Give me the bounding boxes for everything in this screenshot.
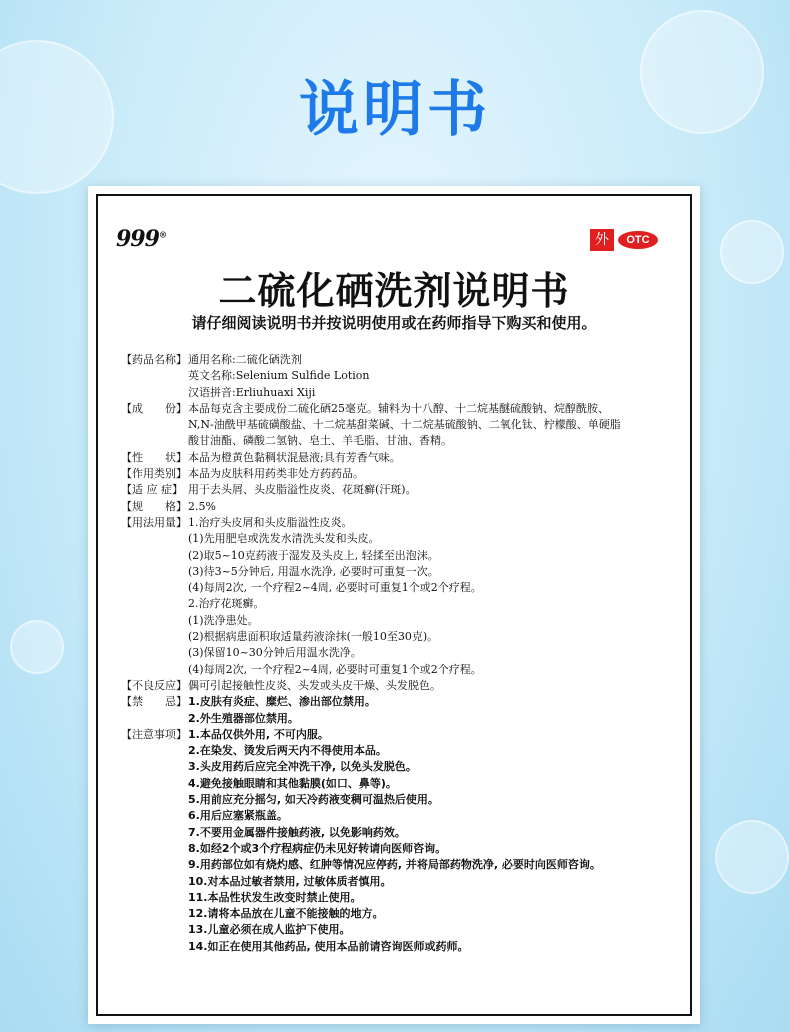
section-line: 14.如正在使用其他药品, 使用本品前请咨询医师或药师。 — [188, 939, 469, 953]
section-label: 【禁 忌】 — [121, 695, 187, 709]
section-label: 【用法用量】 — [121, 515, 187, 529]
section-line: (1)先用肥皂或洗发水清洗头发和头皮。 — [188, 532, 380, 546]
section-line: 2.在染发、烫发后两天内不得使用本品。 — [188, 744, 387, 758]
section-line: 汉语拼音:Erliuhuaxi Xiji — [188, 385, 316, 399]
section-content — [188, 482, 681, 498]
background-bubble — [720, 220, 784, 284]
background-bubble — [715, 820, 789, 894]
section-line: (3)待3~5分钟后, 用温水洗净, 必要时可重复一次。 — [188, 564, 439, 578]
section — [121, 401, 681, 450]
background-bubble — [10, 620, 64, 674]
section-line: (3)保留10~30分钟后用温水洗净。 — [188, 646, 362, 660]
section-content — [188, 678, 681, 694]
section — [121, 727, 681, 955]
section-content — [188, 450, 681, 466]
section-line: 1.皮肤有炎症、糜烂、渗出部位禁用。 — [188, 695, 376, 709]
section-line: (2)根据病患面积取适量药液涂抹(一般10至30克)。 — [188, 630, 439, 644]
section-line: 酸甘油酯、磷酸二氢钠、皂土、羊毛脂、甘油、香精。 — [188, 434, 452, 448]
section-content — [188, 352, 681, 401]
section-line: 4.避免接触眼睛和其他黏膜(如口、鼻等)。 — [188, 776, 397, 790]
section-line: 本品为皮肤科用药类非处方药药品。 — [188, 467, 364, 481]
section-line: (4)每周2次, 一个疗程2~4周, 必要时可重复1个或2个疗程。 — [188, 662, 482, 676]
section-label: 【规 格】 — [121, 499, 187, 513]
section-line: 8.如经2个或3个疗程病症仍未见好转请向医师咨询。 — [188, 841, 447, 855]
section — [121, 466, 681, 482]
section-label: 【性 状】 — [121, 450, 187, 464]
section-line: 2.外生殖器部位禁用。 — [188, 711, 299, 725]
instruction-sheet — [88, 186, 700, 1024]
section-line: 本品每克含主要成份二硫化硒25毫克。辅料为十八醇、十二烷基醚硫酸钠、烷醇酰胺、 — [188, 401, 609, 415]
section-label: 【不良反应】 — [121, 678, 187, 692]
section-content — [188, 466, 681, 482]
section-line: 2.治疗花斑癣。 — [188, 597, 265, 611]
brand-logo: 999® — [116, 226, 166, 252]
section — [121, 450, 681, 466]
section-label: 【成 份】 — [121, 401, 187, 415]
section-line: 9.用药部位如有烧灼感、红肿等情况应停药, 并将局部药物洗净, 必要时向医师咨询。 — [188, 858, 601, 872]
section-content — [188, 515, 681, 678]
document-subtitle: 请仔细阅读说明书并按说明使用或在药师指导下购买和使用。 — [191, 314, 597, 332]
section-line: 本品为橙黄色黏稠状混悬液;具有芳香气味。 — [188, 450, 401, 464]
section-line: 10.对本品过敏者禁用, 过敏体质者慎用。 — [188, 874, 392, 888]
section — [121, 482, 681, 498]
section-line: 通用名称:二硫化硒洗剂 — [188, 353, 302, 366]
section-line: 3.头皮用药后应完全冲洗干净, 以免头发脱色。 — [188, 760, 417, 774]
section — [121, 678, 681, 694]
section-line: 1.本品仅供外用, 不可内服。 — [188, 727, 329, 741]
document-title: 二硫化硒洗剂说明书 — [218, 268, 570, 313]
section-label: 【适 应 症】 — [121, 483, 183, 497]
section-content — [188, 401, 681, 450]
section-label: 【注意事项】 — [121, 727, 187, 741]
section-line: N,N-油酰甲基硫磺酸盐、十二烷基甜菜碱、十二烷基硫酸钠、二氧化钛、柠檬酸、单硬脂 — [188, 418, 621, 432]
otc-badge: OTC — [618, 231, 658, 249]
section-line: 7.不要用金属器件接触药液, 以免影响药效。 — [188, 825, 406, 839]
section-content — [188, 727, 681, 955]
section-line: (1)洗净患处。 — [188, 613, 259, 627]
section-content — [188, 694, 681, 727]
section — [121, 515, 681, 678]
section-content — [188, 499, 681, 515]
section — [121, 694, 681, 727]
sections-list — [121, 352, 681, 955]
section-line: 2.5% — [188, 499, 216, 513]
section-line: (2)取5~10克药液于湿发及头皮上, 轻揉至出泡沫。 — [188, 548, 439, 562]
section-line: 12.请将本品放在儿童不能接触的地方。 — [188, 907, 384, 921]
section-line: 1.治疗头皮屑和头皮脂溢性皮炎。 — [188, 515, 353, 529]
section-line: 5.用前应充分摇匀, 如天冷药液变稠可温热后使用。 — [188, 793, 439, 807]
section-line: 偶可引起接触性皮炎、头发或头皮干燥、头发脱色。 — [188, 678, 441, 692]
section-line: 11.本品性状发生改变时禁止使用。 — [188, 890, 362, 904]
section-line: 6.用后应塞紧瓶盖。 — [188, 809, 288, 823]
section-line: 13.儿童必须在成人监护下使用。 — [188, 923, 351, 937]
section — [121, 352, 681, 401]
section — [121, 499, 681, 515]
section-line: 英文名称:Selenium Sulfide Lotion — [188, 369, 370, 383]
section-label: 【作用类别】 — [121, 467, 187, 481]
page-heading: 说明书 — [299, 75, 491, 145]
section-label: 【药品名称】 — [121, 353, 187, 366]
section-line: 用于去头屑、头皮脂溢性皮炎、花斑癣(汗斑)。 — [188, 483, 417, 497]
section-line: (4)每周2次, 一个疗程2~4周, 必要时可重复1个或2个疗程。 — [188, 581, 482, 595]
external-use-badge: 外 — [590, 229, 614, 251]
